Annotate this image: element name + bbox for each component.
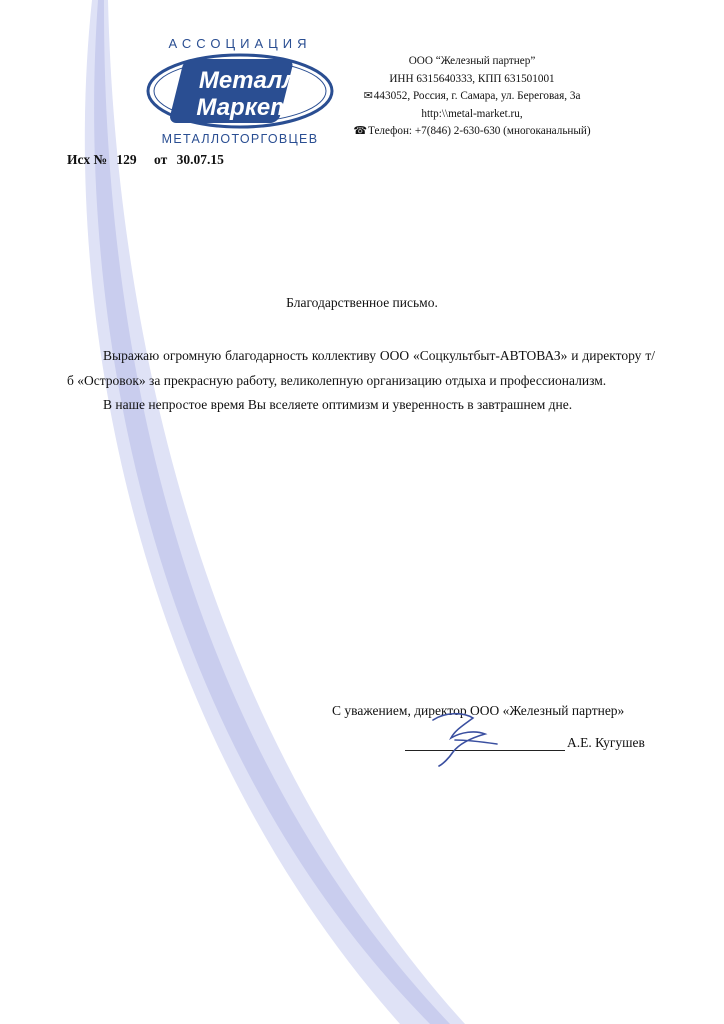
company-requisites bbox=[338, 53, 606, 141]
envelope-icon: ✉ bbox=[363, 90, 373, 102]
association-logo bbox=[140, 32, 340, 152]
telephone-icon: ☎ bbox=[353, 125, 368, 137]
requisites-company: ООО “Железный партнер” bbox=[408, 55, 536, 67]
outgoing-reference bbox=[67, 152, 230, 168]
letter-body bbox=[67, 344, 655, 418]
logo-association-subtitle: МЕТАЛЛОТОРГОВЦЕВ bbox=[161, 132, 319, 146]
letter-paragraph-2: В наше непростое время Вы вселяете оптимизм и уверенность в завтрашнем дне. bbox=[103, 397, 573, 412]
handwritten-signature bbox=[425, 708, 505, 770]
signer-name: А.Е. Кугушев bbox=[567, 735, 645, 750]
letter-paragraph-1: Выражаю огромную благодарность коллективу ООО «Соцкультбыт-АВТОВАЗ» и директору т/б «Островок» за прекрасную работу, великолепную организацию отдыха и профессионализм. bbox=[67, 348, 655, 388]
requisites-address: 443052, Россия, г. Самара, ул. Береговая, 3а bbox=[373, 90, 581, 102]
logo-brand-line1: Металл bbox=[198, 67, 298, 94]
requisites-tax-ids: ИНН 6315640333, КПП 631501001 bbox=[389, 72, 555, 85]
letter-closing: С уважением, директор ООО «Железный партнер» bbox=[332, 703, 625, 718]
outgoing-number: 129 bbox=[116, 152, 137, 167]
logo-brand-line2: Маркет bbox=[196, 94, 292, 121]
requisites-phone: Телефон: +7(846) 2-630-630 (многоканальный) bbox=[368, 125, 591, 137]
outgoing-number-label: Исх № bbox=[67, 152, 108, 167]
outgoing-date: 30.07.15 bbox=[176, 152, 224, 167]
metall-market-logo bbox=[144, 52, 336, 130]
outgoing-date-label: от bbox=[154, 152, 168, 167]
letter-title: Благодарственное письмо. bbox=[286, 295, 438, 310]
requisites-website[interactable]: http:\\metal-market.ru, bbox=[421, 107, 523, 120]
logo-association-label: АССОЦИАЦИЯ bbox=[168, 36, 312, 51]
requisites-address-line bbox=[338, 88, 606, 106]
requisites-phone-line bbox=[338, 123, 606, 141]
